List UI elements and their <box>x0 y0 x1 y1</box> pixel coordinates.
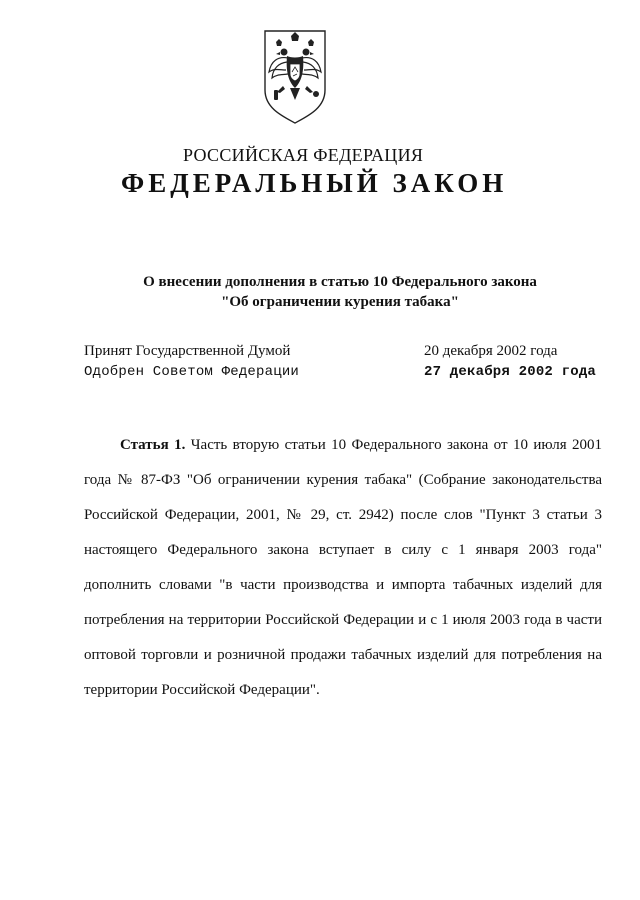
law-title <box>0 272 640 312</box>
duma-adoption-date: 20 декабря 2002 года <box>424 343 558 359</box>
article-1-paragraph <box>84 428 602 708</box>
law-title-line-1: О внесении дополнения в статью 10 Федерального закона <box>143 274 537 290</box>
duma-adoption-label: Принят Государственной Думой <box>84 343 291 359</box>
article-1-label: Статья 1. <box>120 437 186 453</box>
document-type: ФЕДЕРАЛЬНЫЙ ЗАКОН <box>121 168 508 198</box>
council-approval-date: 27 декабря 2002 года <box>424 364 597 380</box>
council-approval-label: Одобрен Советом Федерации <box>84 364 300 380</box>
law-title-line-2: "Об ограничении курения табака" <box>221 294 459 310</box>
russian-coat-of-arms-icon <box>262 28 328 126</box>
country-name: РОССИЙСКАЯ ФЕДЕРАЦИЯ <box>183 145 424 165</box>
article-1-text: Часть вторую статьи 10 Федерального закона от 10 июля 2001 года № 87-ФЗ "Об ограничении курения табака" (Собрание законодательства Российской Федерации, 2001, № 29, ст. 2942) после слов "Пункт 3 статьи 3 настоящего Федерального закона вступает в силу с 1 января 2003 года" дополнить словами "в части производства и импорта табачных изделий для потребления на территории Российской Федерации и с 1 июля 2003 года в части оптовой торговли и розничной продажи табачных изделий для потребления на территории Российской Федерации". <box>84 437 603 698</box>
